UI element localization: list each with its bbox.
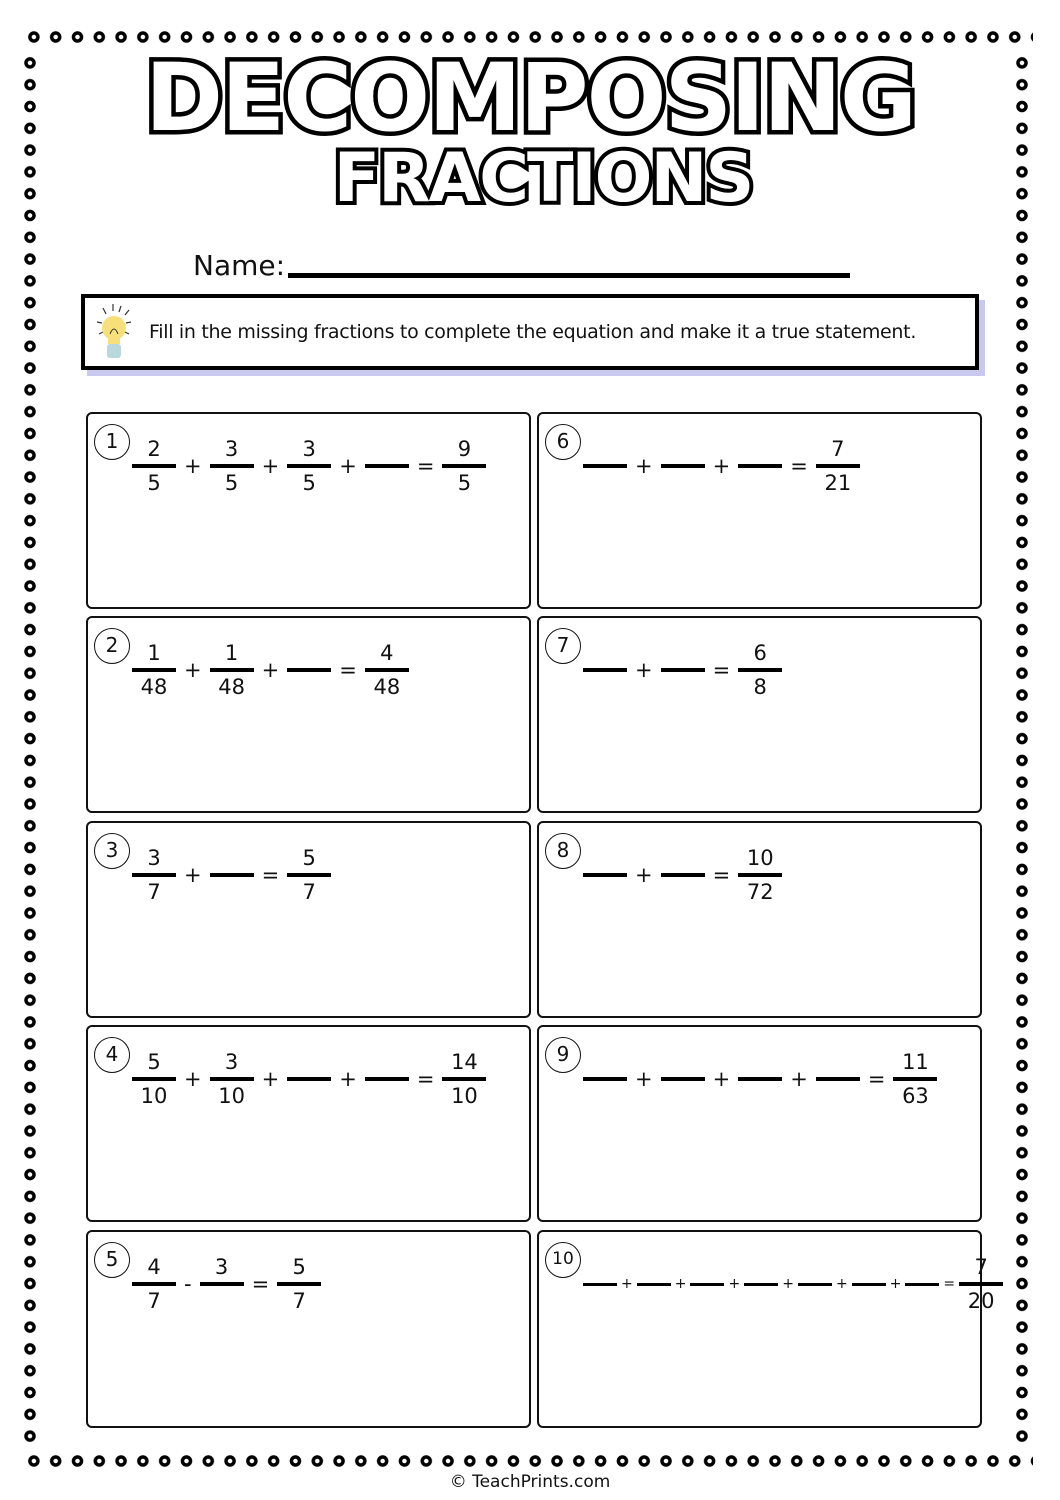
denominator: 72	[746, 880, 774, 904]
numerator: 7	[974, 1255, 988, 1279]
fraction-bar	[287, 873, 331, 877]
problem-number-badge: 5	[94, 1242, 130, 1278]
equation	[583, 436, 860, 496]
equation	[583, 1254, 1003, 1314]
blank-fraction[interactable]	[583, 436, 627, 496]
numerator: 5	[302, 846, 316, 870]
fraction	[210, 1049, 254, 1109]
blank-fraction[interactable]	[661, 640, 705, 700]
problem-number-badge: 7	[545, 628, 581, 664]
blank-fraction[interactable]	[365, 1049, 409, 1109]
plus-sign: +	[339, 1067, 357, 1091]
answer-blank[interactable]	[661, 873, 705, 877]
numerator: 4	[380, 641, 394, 665]
numerator: 5	[292, 1255, 306, 1279]
name-input-line[interactable]	[288, 273, 850, 278]
fraction-bar	[365, 668, 409, 672]
plus-sign: +	[184, 658, 202, 682]
fraction	[277, 1254, 321, 1314]
fraction	[132, 640, 176, 700]
answer-blank[interactable]	[744, 1283, 778, 1286]
equation	[132, 1254, 321, 1314]
answer-blank[interactable]	[583, 1077, 627, 1081]
equation	[583, 1049, 937, 1109]
problem-number-badge: 3	[94, 833, 130, 869]
plus-sign: +	[184, 454, 202, 478]
answer-blank[interactable]	[365, 1077, 409, 1081]
fraction	[738, 640, 782, 700]
numerator: 4	[147, 1255, 161, 1279]
problem-box	[86, 412, 531, 609]
numerator: 10	[746, 846, 774, 870]
denominator: 21	[824, 471, 852, 495]
answer-blank[interactable]	[905, 1283, 939, 1286]
blank-fraction[interactable]	[365, 436, 409, 496]
dotted-border-right	[1015, 52, 1029, 1452]
plus-sign: +	[184, 1067, 202, 1091]
blank-fraction[interactable]	[287, 640, 331, 700]
numerator: 3	[302, 437, 316, 461]
blank-fraction[interactable]	[738, 1049, 782, 1109]
equals-sign: =	[416, 1067, 435, 1091]
denominator: 7	[302, 880, 316, 904]
denominator: 8	[753, 675, 767, 699]
answer-blank[interactable]	[210, 873, 254, 877]
equals-sign: =	[867, 1067, 886, 1091]
blank-fraction[interactable]	[583, 640, 627, 700]
minus-sign: -	[184, 1272, 192, 1296]
problem-box	[86, 821, 531, 1018]
equation	[583, 845, 782, 905]
fraction-bar	[132, 1077, 176, 1081]
denominator: 5	[147, 471, 161, 495]
plus-sign: +	[712, 1067, 731, 1091]
problem-box	[537, 821, 982, 1018]
dotted-border-top	[23, 30, 1033, 44]
denominator: 5	[224, 471, 239, 495]
numerator: 1	[224, 641, 239, 665]
fraction	[893, 1049, 937, 1109]
fraction-bar	[132, 873, 176, 877]
name-field-row	[193, 249, 850, 282]
plus-sign: +	[635, 1067, 653, 1091]
answer-blank[interactable]	[852, 1283, 886, 1286]
equals-sign: =	[790, 454, 808, 478]
blank-fraction[interactable]	[905, 1255, 939, 1314]
denominator: 48	[218, 675, 245, 699]
equation	[132, 845, 331, 905]
answer-blank[interactable]	[365, 464, 409, 468]
blank-fraction[interactable]	[210, 845, 254, 905]
equation	[132, 1049, 486, 1109]
fraction-bar	[738, 873, 782, 877]
denominator: 20	[967, 1289, 995, 1313]
denominator: 63	[902, 1084, 929, 1108]
denominator: 7	[147, 880, 161, 904]
fraction	[210, 436, 254, 496]
denominator: 48	[140, 675, 168, 699]
dotted-border-bottom	[23, 1454, 1033, 1468]
problem-box	[537, 1230, 995, 1428]
problem-box	[86, 616, 531, 813]
problem-number-badge: 6	[545, 424, 581, 460]
fraction	[959, 1254, 1003, 1314]
fraction-bar	[200, 1282, 244, 1286]
answer-blank[interactable]	[583, 1283, 617, 1286]
equals-sign: =	[712, 658, 731, 682]
denominator: 7	[292, 1289, 306, 1313]
blank-fraction[interactable]	[637, 1255, 671, 1314]
answer-blank[interactable]	[583, 668, 627, 672]
blank-fraction[interactable]	[287, 1049, 331, 1109]
fraction	[365, 640, 409, 700]
plus-sign: +	[835, 1276, 848, 1292]
equals-sign: =	[943, 1276, 956, 1292]
blank-fraction[interactable]	[852, 1255, 886, 1314]
answer-blank[interactable]	[690, 1283, 724, 1286]
answer-blank[interactable]	[583, 464, 627, 468]
plus-sign: +	[184, 863, 202, 887]
answer-blank[interactable]	[637, 1283, 671, 1286]
answer-blank[interactable]	[816, 1077, 860, 1081]
plus-sign: +	[674, 1276, 687, 1292]
problem-number-badge: 9	[545, 1037, 581, 1073]
problem-number-badge: 4	[94, 1037, 130, 1073]
plus-sign: +	[621, 1276, 633, 1292]
denominator: 48	[373, 675, 401, 699]
title-line-1: DECOMPOSING	[145, 44, 915, 153]
numerator: 6	[753, 641, 767, 665]
dotted-border-left	[23, 52, 37, 1452]
numerator: 3	[224, 437, 239, 461]
blank-fraction[interactable]	[816, 1049, 860, 1109]
numerator: 1	[147, 641, 161, 665]
fraction-bar	[132, 1282, 176, 1286]
equation	[583, 640, 782, 700]
blank-fraction[interactable]	[661, 436, 705, 496]
equation	[132, 640, 409, 700]
equals-sign: =	[261, 863, 280, 887]
fraction-bar	[893, 1077, 937, 1081]
denominator: 10	[218, 1084, 245, 1108]
denominator: 5	[302, 471, 316, 495]
fraction	[132, 436, 176, 496]
problem-number-badge: 1	[94, 424, 130, 460]
problem-number-badge: 10	[545, 1242, 581, 1278]
numerator: 2	[147, 437, 161, 461]
fraction	[287, 436, 331, 496]
denominator: 10	[140, 1084, 168, 1108]
answer-blank[interactable]	[287, 668, 331, 672]
title-line-2: FRACTIONS	[333, 139, 753, 218]
blank-fraction[interactable]	[583, 1049, 627, 1109]
answer-blank[interactable]	[738, 1077, 782, 1081]
problem-box	[86, 1025, 531, 1222]
plus-sign: +	[790, 1067, 808, 1091]
blank-fraction[interactable]	[738, 436, 782, 496]
problem-number-badge: 2	[94, 628, 130, 664]
denominator: 10	[451, 1084, 478, 1108]
equals-sign: =	[339, 658, 357, 682]
fraction	[132, 1254, 176, 1314]
name-label: Name:	[193, 249, 286, 282]
fraction	[738, 845, 782, 905]
plus-sign: +	[889, 1276, 902, 1292]
blank-fraction[interactable]	[583, 1255, 617, 1314]
fraction	[132, 1049, 176, 1109]
blank-fraction[interactable]	[798, 1255, 832, 1314]
fraction-bar	[959, 1282, 1003, 1286]
equals-sign: =	[712, 863, 731, 887]
problem-box	[537, 1025, 982, 1222]
fraction-bar	[738, 668, 782, 672]
numerator: 9	[457, 437, 472, 461]
fraction-bar	[132, 668, 176, 672]
equals-sign: =	[251, 1272, 270, 1296]
equation	[132, 436, 486, 496]
blank-fraction[interactable]	[661, 1049, 705, 1109]
numerator: 7	[831, 437, 845, 461]
numerator: 14	[451, 1050, 478, 1074]
lightbulb-icon	[91, 298, 143, 366]
fraction	[442, 436, 486, 496]
blank-fraction[interactable]	[744, 1255, 778, 1314]
fraction	[132, 845, 176, 905]
plus-sign: +	[261, 454, 280, 478]
fraction-bar	[132, 464, 176, 468]
answer-blank[interactable]	[661, 1077, 705, 1081]
fraction-bar	[442, 464, 486, 468]
fraction-bar	[287, 464, 331, 468]
numerator: 11	[902, 1050, 929, 1074]
instructions-text: Fill in the missing fractions to complete the equation and make it a true statement.	[149, 321, 917, 343]
answer-blank[interactable]	[661, 668, 705, 672]
answer-blank[interactable]	[287, 1077, 331, 1081]
fraction	[210, 640, 254, 700]
answer-blank[interactable]	[583, 873, 627, 877]
plus-sign: +	[635, 454, 653, 478]
numerator: 3	[214, 1255, 229, 1279]
plus-sign: +	[712, 454, 731, 478]
plus-sign: +	[339, 454, 357, 478]
numerator: 3	[224, 1050, 239, 1074]
fraction-bar	[210, 1077, 254, 1081]
fraction-bar	[210, 668, 254, 672]
fraction	[816, 436, 860, 496]
blank-fraction[interactable]	[583, 845, 627, 905]
fraction	[287, 845, 331, 905]
plus-sign: +	[728, 1276, 741, 1292]
blank-fraction[interactable]	[690, 1255, 724, 1314]
denominator: 7	[147, 1289, 161, 1313]
plus-sign: +	[261, 1067, 280, 1091]
equals-sign: =	[416, 454, 435, 478]
instructions-box	[81, 294, 979, 370]
plus-sign: +	[635, 863, 653, 887]
fraction-bar	[210, 464, 254, 468]
problem-box	[86, 1230, 531, 1428]
fraction-bar	[816, 464, 860, 468]
plus-sign: +	[261, 658, 280, 682]
blank-fraction[interactable]	[661, 845, 705, 905]
problem-box	[537, 412, 982, 609]
numerator: 5	[147, 1050, 161, 1074]
plus-sign: +	[782, 1276, 794, 1292]
problem-box	[537, 616, 982, 813]
answer-blank[interactable]	[738, 464, 782, 468]
fraction-bar	[277, 1282, 321, 1286]
plus-sign: +	[635, 658, 653, 682]
numerator: 3	[147, 846, 161, 870]
fraction	[442, 1049, 486, 1109]
denominator: 5	[457, 471, 472, 495]
answer-blank[interactable]	[661, 464, 705, 468]
problem-number-badge: 8	[545, 833, 581, 869]
fraction	[200, 1254, 244, 1314]
copyright-footer: © TeachPrints.com	[449, 1472, 611, 1492]
fraction-bar	[442, 1077, 486, 1081]
answer-blank[interactable]	[798, 1283, 832, 1286]
